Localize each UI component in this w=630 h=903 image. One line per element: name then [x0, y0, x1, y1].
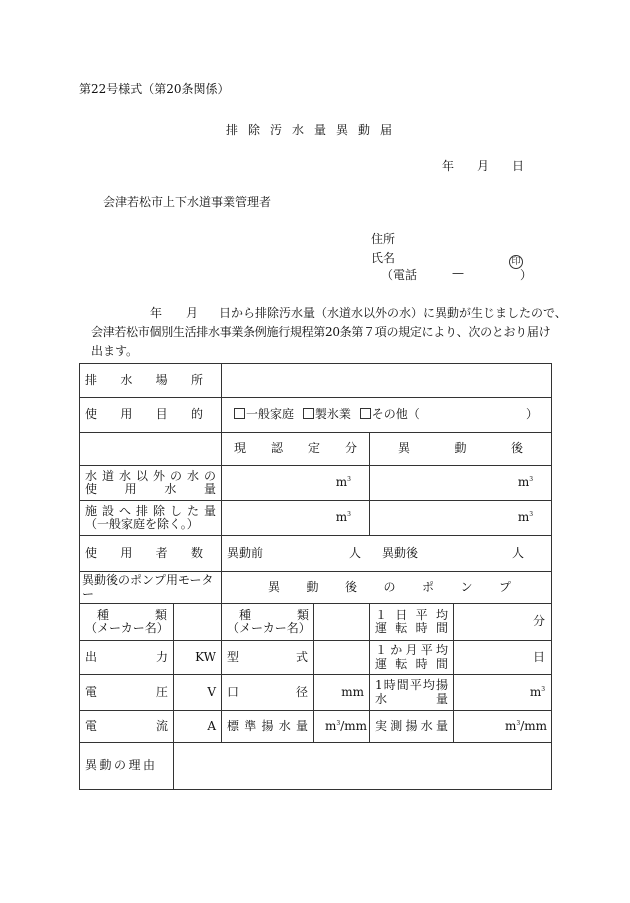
water-volume-label-cell — [80, 466, 222, 501]
phone-close: ） — [520, 268, 533, 282]
measured-lift-input[interactable] — [454, 711, 552, 743]
unit-m3-sup: 3 — [347, 476, 351, 484]
output-input[interactable] — [174, 641, 222, 675]
avg-month-input[interactable] — [454, 641, 552, 675]
users-before-label: 異動前 — [227, 546, 264, 560]
users-after-unit: 人 — [512, 546, 525, 560]
unit-m3: m — [517, 510, 530, 525]
unit-day: 日 — [533, 649, 546, 664]
phone-dash: — — [452, 266, 464, 280]
unit-m3mm-tail: /mm — [340, 718, 367, 733]
avg-day-label-line1: １日平均 — [375, 607, 448, 622]
motor-type-label-line1: 種類 — [97, 607, 167, 622]
unit-m3: m — [517, 475, 530, 490]
row-location — [80, 364, 552, 398]
unit-m3mm: m — [505, 718, 517, 733]
page-title: 排除汚水量異動届 — [226, 123, 403, 137]
phone-open: （電話 — [381, 268, 418, 282]
bore-input[interactable] — [314, 675, 370, 711]
discharge-current[interactable] — [222, 501, 370, 536]
unit-m3mm: m — [324, 718, 337, 733]
blank-header-cell — [80, 433, 222, 466]
unit-m3-sup: 3 — [529, 476, 534, 484]
row-users — [80, 536, 552, 572]
std-lift-input[interactable] — [314, 711, 370, 743]
motor-type-label-cell — [80, 604, 174, 641]
reason-label-cell — [80, 743, 174, 790]
voltage-label-cell — [80, 675, 174, 711]
row-motor-pump-header — [80, 572, 552, 604]
current-label: 電流 — [85, 718, 168, 733]
avg-day-label-line2: 運転時間 — [375, 621, 448, 635]
row-discharge-volume — [80, 501, 552, 536]
water-volume-after[interactable] — [370, 466, 552, 501]
measured-lift-label-cell — [370, 711, 454, 743]
discharge-label-line2: （一般家庭を除く。） — [85, 517, 199, 531]
option-other-close: ） — [526, 407, 539, 422]
output-label: 出力 — [85, 649, 168, 664]
motor-type-label-line2: （メーカー名） — [85, 621, 169, 635]
checkbox-ice-making[interactable] — [303, 408, 314, 419]
pump-type-label-cell — [222, 604, 314, 641]
form-number: 第22号様式（第20条関係） — [79, 82, 230, 96]
option-ice-making: 製氷業 — [314, 407, 351, 422]
discharge-label-line1: 施設へ排除した量 — [85, 503, 216, 518]
unit-a: A — [207, 718, 216, 733]
purpose-options-cell — [222, 398, 552, 433]
reason-input[interactable] — [174, 743, 552, 790]
body-line2: 会津若松市個別生活排水事業条例施行規程第20条第７項の規定により、次のとおり届け — [91, 325, 551, 339]
col-current-label: 現認定分 — [234, 441, 357, 456]
reason-label: 異動の理由 — [85, 758, 155, 773]
current-input[interactable] — [174, 711, 222, 743]
row-current — [80, 711, 552, 743]
checkbox-other[interactable] — [360, 408, 371, 419]
pump-type-input[interactable] — [314, 604, 370, 641]
bore-label: 口径 — [227, 684, 308, 699]
unit-mm: mm — [341, 684, 364, 699]
name-label: 氏名 — [371, 251, 396, 265]
address-label: 住所 — [371, 232, 396, 246]
current-label-cell — [80, 711, 174, 743]
hourly-label-cell — [370, 675, 454, 711]
row-reason — [80, 743, 552, 790]
motor-label-cell — [80, 572, 222, 604]
water-volume-current[interactable] — [222, 466, 370, 501]
col-after-cell — [370, 433, 552, 466]
std-lift-label-cell — [222, 711, 314, 743]
row-output — [80, 641, 552, 675]
notification-form-table — [79, 363, 552, 790]
unit-m3-sup: 3 — [541, 685, 546, 693]
unit-m3mm-sup: 3 — [336, 719, 341, 727]
body-month: 月 — [186, 306, 199, 320]
users-label: 使用者数 — [85, 545, 203, 560]
checkbox-household[interactable] — [234, 408, 245, 419]
unit-kw: KW — [195, 649, 216, 664]
bore-label-cell — [222, 675, 314, 711]
std-lift-label: 標準揚水量 — [227, 718, 308, 733]
motor-type-input[interactable] — [174, 604, 222, 641]
motor-label: 異動後のポンプ用モーター — [82, 573, 214, 601]
users-values-cell[interactable] — [222, 536, 552, 572]
row-purpose — [80, 398, 552, 433]
unit-m3: m — [335, 475, 348, 490]
avg-day-label-cell — [370, 604, 454, 641]
avg-month-label-cell — [370, 641, 454, 675]
seal-text: 印 — [509, 255, 523, 269]
body-line1: 日から排除汚水量（水道水以外の水）に異動が生じましたので、 — [219, 306, 567, 320]
addressee: 会津若松市上下水道事業管理者 — [103, 195, 272, 209]
col-current-cell — [222, 433, 370, 466]
water-volume-label-line2: 使用水量 — [85, 482, 216, 496]
unit-min: 分 — [533, 614, 546, 629]
option-household: 一般家庭 — [246, 407, 295, 422]
row-voltage — [80, 675, 552, 711]
date-day-label: 日 — [512, 159, 525, 173]
unit-m3mm-sup: 3 — [516, 719, 521, 727]
date-year-label: 年 — [442, 159, 455, 173]
purpose-label-cell — [80, 398, 222, 433]
water-volume-label-line1: 水道水以外の水の — [85, 468, 216, 483]
model-label: 型式 — [227, 649, 308, 664]
users-before-unit: 人 — [349, 546, 362, 560]
location-label-cell — [80, 364, 222, 398]
body-year: 年 — [150, 306, 163, 320]
option-other: その他（ — [371, 407, 420, 422]
unit-m3: m — [335, 510, 348, 525]
unit-m3: m — [529, 684, 542, 699]
body-line3: 出ます。 — [91, 344, 139, 358]
unit-m3-sup: 3 — [347, 511, 351, 519]
pump-type-label-line1: 種類 — [239, 607, 309, 622]
hourly-label-line1: 1時間平均揚 — [375, 678, 448, 693]
location-label: 排水場所 — [85, 372, 203, 387]
pump-label-cell — [222, 572, 552, 604]
row-water-volume — [80, 466, 552, 501]
discharge-label-cell — [80, 501, 222, 536]
pump-label: 異動後のポンプ — [268, 579, 512, 594]
row-column-headers — [80, 433, 552, 466]
discharge-after[interactable] — [370, 501, 552, 536]
voltage-label: 電圧 — [85, 684, 168, 699]
unit-m3-sup: 3 — [529, 511, 534, 519]
avg-month-label-line2: 運転時間 — [375, 656, 448, 671]
row-type — [80, 604, 552, 641]
location-input[interactable] — [222, 364, 552, 398]
hourly-input[interactable] — [454, 675, 552, 711]
model-label-cell — [222, 641, 314, 675]
unit-v: V — [207, 684, 216, 699]
hourly-label-line2: 水量 — [375, 691, 448, 706]
avg-month-label-line1: １か月平均 — [375, 643, 448, 658]
purpose-label: 使用目的 — [85, 407, 203, 422]
unit-m3mm-tail: /mm — [520, 718, 548, 733]
users-after-label: 異動後 — [382, 546, 419, 560]
model-input[interactable] — [314, 641, 370, 675]
col-after-label: 異動後 — [398, 441, 524, 456]
measured-lift-label: 実測揚水量 — [375, 718, 448, 733]
pump-type-label-line2: （メーカー名） — [227, 621, 311, 635]
voltage-input[interactable] — [174, 675, 222, 711]
date-month-label: 月 — [477, 159, 490, 173]
output-label-cell — [80, 641, 174, 675]
avg-day-input[interactable] — [454, 604, 552, 641]
users-label-cell — [80, 536, 222, 572]
